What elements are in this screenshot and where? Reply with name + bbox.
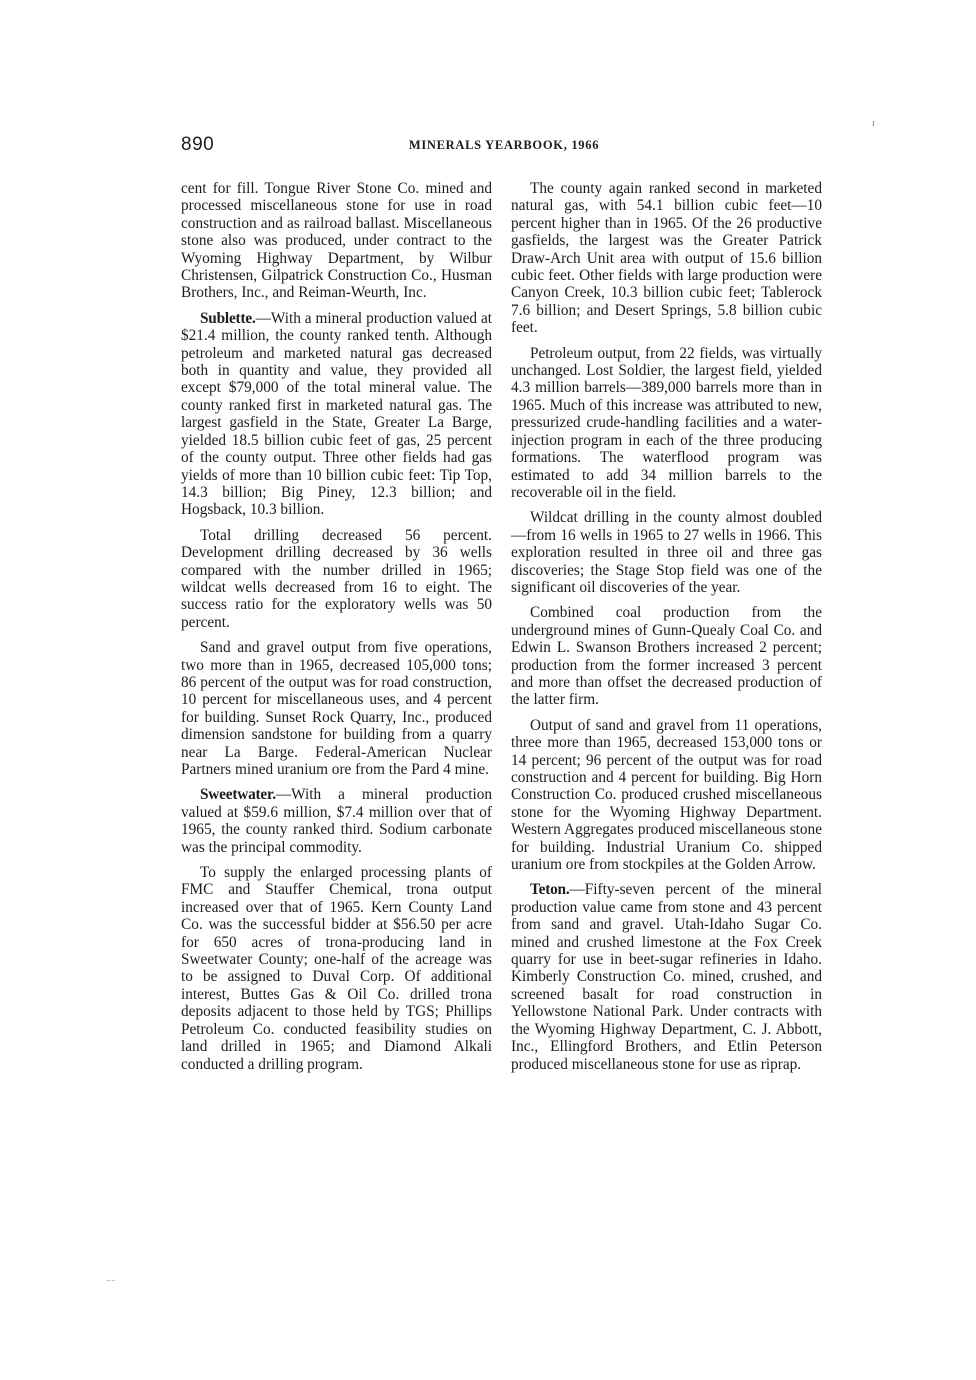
scan-speck [107, 1280, 115, 1284]
page-number: 890 [181, 134, 215, 155]
paragraph-text: Output of sand and gravel from 11 operations, three more than 1965, decreased 153,000 tons or 14 percent; 96 percent of the output was for road construction and 4 percent for building. Big Horn Construction Co. produced crushed miscellaneous stone for the Wyoming Highway Department. Western Aggregates produced miscellaneous stone for building. Industrial Uranium Co. shipped uranium ore from stockpiles at the Golden Arrow. [511, 716, 822, 874]
paragraph-text: cent for fill. Tongue River Stone Co. mined and processed miscellaneous stone for use in road construction and as railroad ballast. Miscellaneous stone also was produced, under contract to the Wyoming Highway Department, by Wilbur Christensen, Gilpatrick Construction Co., Husman Brothers, Inc., and Reiman-Weurth, Inc. [181, 180, 492, 302]
paragraph-text: —Fifty-seven percent of the mineral production value came from stone and 43 percent from sand and gravel. Utah-Idaho Sugar Co. mined and crushed limestone at the Fox Creek quarry for use in beet-sugar refineries in Idaho. Kimberly Construction Co. mined, crushed, and screened basalt for road construction in Yellowstone National Park. Under contracts with the Wyoming Highway Department, C. J. Abbott, Inc., Ellingford Brothers, and Etlin Peterson produced miscellaneous stone for use as riprap. [511, 881, 822, 1073]
paragraph-text: Combined coal production from the underground mines of Gunn-Quealy Coal Co. and Edwin L. Swanson Brothers increased 2 percent; production from the former increased 3 percent and more than offset the decreased production of the latter firm. [511, 604, 822, 709]
left-column [181, 180, 492, 1081]
paragraph-text: To supply the enlarged processing plants of FMC and Stauffer Chemical, trona output increased over that of 1965. Kern County Land Co. was the successful bidder at $56.50 per acre for 650 acres of trona-producing land in Sweetwater County; one-half of the acreage was to be assigned to Duval Corp. Of additional interest, Buttes Gas & Oil Co. drilled trona deposits adjacent to those held by TGS; Phillips Petroleum Co. conducted feasibility studies on land drilled in 1965; and Diamond Alkali conducted a drilling program. [181, 864, 492, 1073]
page-header [181, 134, 827, 164]
paragraph-text: —With a mineral production valued at $59.6 million, $7.4 million over that of 1965, the county ranked third. Sodium carbonate was the principal commodity. [181, 786, 492, 856]
paragraph [181, 639, 492, 778]
running-title: MINERALS YEARBOOK, 1966 [408, 138, 600, 152]
paragraph [181, 180, 492, 302]
paragraph [511, 717, 822, 874]
paragraph [511, 604, 822, 708]
county-heading: Teton. [530, 881, 570, 899]
paragraph-text: Petroleum output, from 22 fields, was virtually unchanged. Lost Soldier, the largest field, yielded 4.3 million barrels—389,000 barrels more than in 1965. Much of this increase was attributed to new, pressurized crude-handling facilities and a water-injection program in each of the three producing formations. The waterflood program was estimated to add 34 million barrels to the recoverable oil in the field. [511, 344, 822, 501]
paragraph-text: —With a mineral production valued at $21.4 million, the county ranked tenth. Although petroleum and marketed natural gas decreased both in quantity and value, they provided all except $79,000 of the total mineral value. The county ranked first in marketed natural gas. The largest gasfield in the State, Greater La Barge, yielded 18.5 billion cubic feet of gas, 25 percent of the county output. Three other fields had gas yields of more than 10 billion cubic feet: Tip Top, 14.3 billion; Big Piney, 12.3 billion; and Hogsback, 10.3 billion. [181, 309, 492, 519]
paragraph-text: Total drilling decreased 56 percent. Development drilling decreased by 36 wells compared with the number drilled in 1965; wildcat wells decreased from 16 to eight. The success ratio for the exploratory wells was 50 percent. [181, 526, 492, 631]
paragraph [511, 509, 822, 596]
paragraph [511, 881, 822, 1072]
county-heading: Sublette. [200, 309, 256, 327]
paragraph [511, 345, 822, 502]
paragraph [511, 180, 822, 337]
paragraph [181, 786, 492, 856]
paragraph [181, 310, 492, 519]
paragraph-text: The county again ranked second in marketed natural gas, with 54.1 billion cubic feet—10 percent higher than in 1965. Of the 26 productive gasfields, the largest was the Greater Patrick Draw-Arch Unit area with output of 15.6 billion cubic feet. Other fields with large production were Canyon Creek, 10.3 billion cubic feet; Tablerock 7.6 billion; and Desert Springs, 5.8 billion cubic feet. [511, 180, 822, 337]
paragraph-text: Sand and gravel output from five operations, two more than in 1965, decreased 105,000 tons; 86 percent of the output was for road construction, 10 percent for miscellaneous uses, and 4 percent for building. Sunset Rock Quarry, Inc., produced dimension sandstone for building from a quarry near La Barge. Federal-American Nuclear Partners mined uranium ore from the Pard 4 mine. [181, 639, 492, 778]
county-heading: Sweetwater. [200, 786, 276, 804]
paragraph-text: Wildcat drilling in the county almost doubled—from 16 wells in 1965 to 27 wells in 1966. This exploration resulted in three oil and three gas discoveries; the Stage Stop field was one of the significant oil discoveries of the year. [511, 509, 822, 596]
margin-mark: ı [872, 118, 875, 129]
right-column [511, 180, 822, 1081]
paragraph [181, 864, 492, 1073]
paragraph [181, 527, 492, 631]
